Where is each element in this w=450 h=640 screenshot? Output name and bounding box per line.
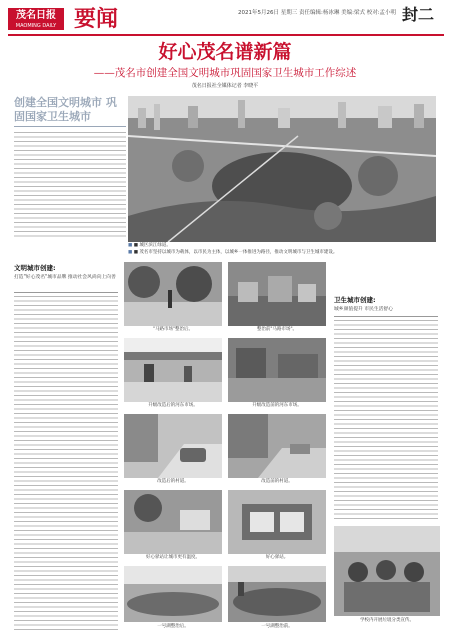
photo-graphic	[124, 490, 222, 554]
logo-subtitle: MAOMING DAILY	[15, 23, 57, 29]
page-number: 封二	[402, 5, 435, 24]
photo-caption: 整治前"马路市场"。	[256, 327, 298, 332]
photo-kindness-station-street	[124, 490, 222, 554]
photo-caption: 升级改造前的河东市场。	[252, 403, 302, 408]
left-column-divider	[14, 292, 118, 293]
photo-kindness-station	[228, 490, 326, 554]
header-divider	[8, 34, 444, 36]
photo-caption: 好心驿站让城市更有温度。	[146, 555, 200, 560]
photo-caption: 一号湖整治后。	[157, 624, 189, 629]
photo-caption: 升级改造后的河东市场。	[148, 403, 198, 408]
photo-lake-after	[124, 566, 222, 622]
right-column-subtitle: 城乡颜值提升 市民生活舒心	[334, 307, 394, 312]
photo-village-road-before	[228, 414, 326, 478]
aerial-caption-2: ■ ■ 茂名市坚持以城市为载体，以市民为主体，以城乡一体推进为路径，推动文明城市与卫生城市建设。	[128, 250, 337, 256]
photo-street-market-after	[124, 262, 222, 326]
subheadline: ——茂名市创建全国文明城市巩固国家卫生城市工作综述	[93, 67, 357, 79]
left-column-subtitle: 打造"好心茂名"城市品牌 推动社会风尚向上向善	[14, 275, 116, 280]
right-column-title: 卫生城市创建:	[334, 296, 376, 304]
byline: 茂名日报社全媒体记者 李晓平	[191, 83, 259, 89]
aerial-caption-1: ■ ■ 城区滨江绿道。	[128, 243, 171, 249]
photo-caption: 改造前的村道。	[261, 479, 293, 484]
photo-graphic	[124, 566, 222, 622]
left-column-text	[14, 296, 118, 632]
photo-graphic	[228, 414, 326, 478]
photo-caption: "马路市场"整治后。	[152, 327, 194, 332]
photo-caption: 一号湖整治前。	[261, 624, 293, 629]
dateline: 2021年5月26日 星期三 责任编辑:杨冰琳 美编:梁式 校对:孟小明	[238, 10, 397, 16]
photo-graphic	[124, 338, 222, 402]
photo-village-road-after	[124, 414, 222, 478]
sidebar-divider	[14, 126, 126, 127]
photo-graphic	[228, 338, 326, 402]
photo-garbage-sorting-school	[334, 526, 440, 616]
photo-graphic	[228, 566, 326, 622]
photo-graphic	[334, 526, 440, 616]
photo-graphic	[228, 262, 326, 326]
photo-street-market-before	[228, 262, 326, 326]
sidebar-heading: 创建全国文明城市 巩固国家卫生城市	[14, 96, 117, 123]
photo-lake-before	[228, 566, 326, 622]
aerial-city-photo	[128, 96, 436, 242]
photo-caption: 好心驿站。	[265, 555, 289, 560]
logo-text: 茂名日报	[16, 10, 56, 21]
photo-hedong-market-before	[228, 338, 326, 402]
masthead	[0, 0, 450, 44]
right-column-text	[334, 320, 438, 520]
aerial-city-graphic	[128, 96, 436, 242]
headline: 好心茂名谱新篇	[158, 41, 292, 63]
section-title: 要闻	[74, 6, 119, 32]
right-column-divider	[334, 316, 438, 317]
lead-article-text	[14, 132, 126, 240]
photo-graphic	[124, 414, 222, 478]
left-column-title: 文明城市创建:	[14, 264, 56, 272]
photo-hedong-market-after	[124, 338, 222, 402]
photo-graphic	[124, 262, 222, 326]
photo-caption: 改造后的村道。	[157, 479, 189, 484]
photo-caption: 学校内开展垃圾分类宣传。	[360, 618, 414, 623]
photo-graphic	[228, 490, 326, 554]
